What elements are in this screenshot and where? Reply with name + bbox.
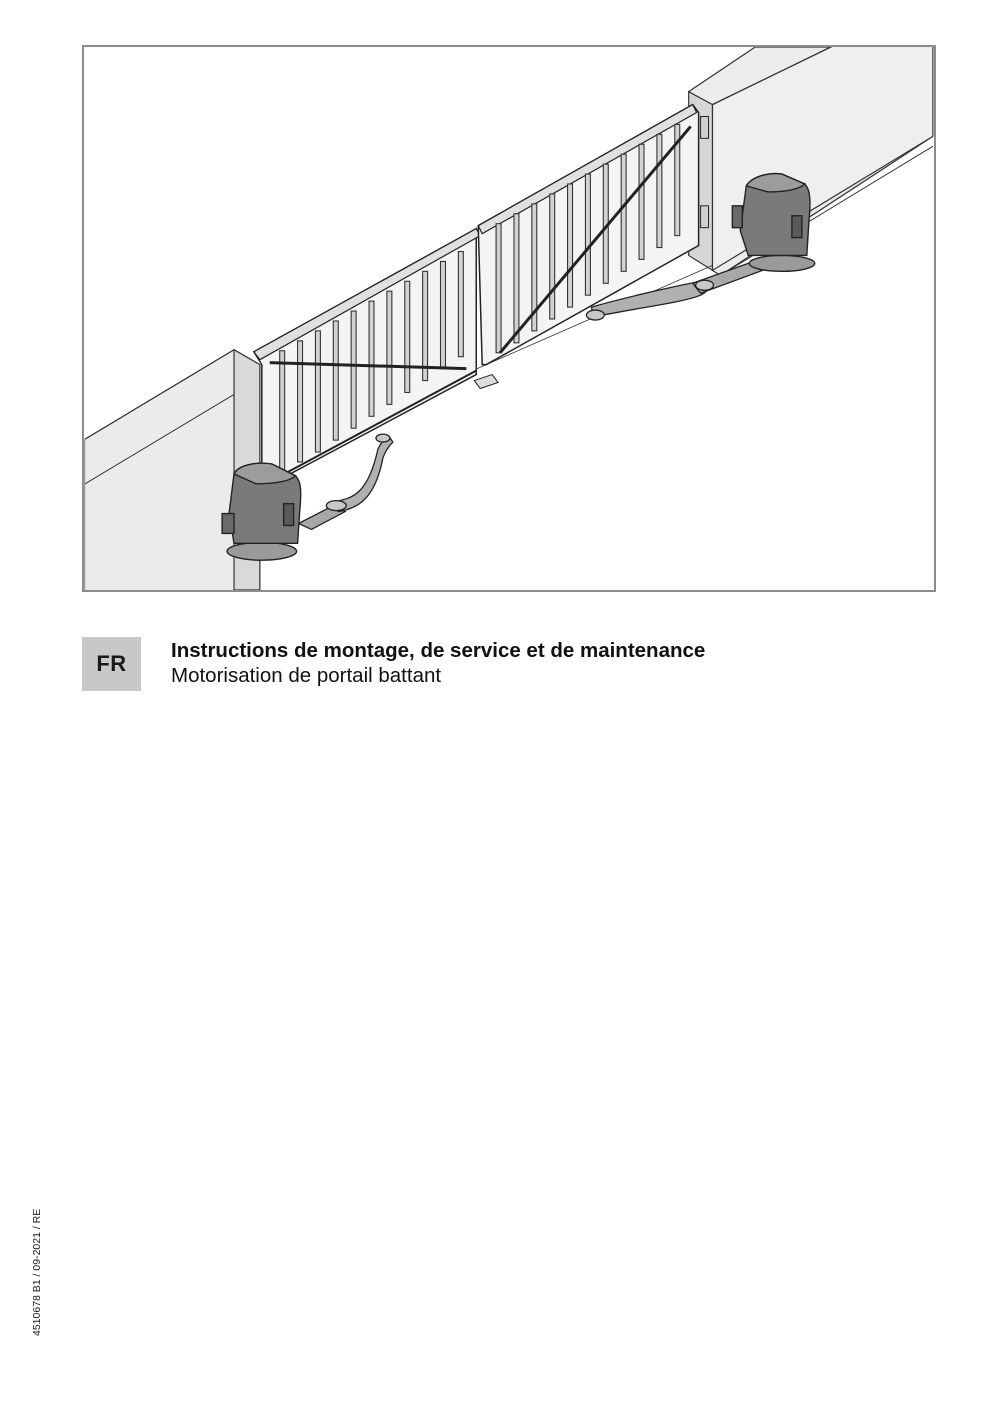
- gate-stop: [474, 375, 498, 389]
- document-reference: 4510678 B1 / 09-2021 / RE: [31, 1208, 43, 1336]
- language-badge: FR: [82, 637, 141, 691]
- right-gate-leaf: [478, 105, 698, 365]
- document-title: Instructions de montage, de service et de maintenance: [171, 639, 706, 662]
- left-gate-operator: [222, 463, 301, 560]
- swing-gate-drawing: [84, 47, 934, 590]
- document-subtitle: Motorisation de portail battant: [171, 664, 442, 687]
- title-block: [171, 638, 931, 689]
- cover-illustration: [82, 45, 936, 592]
- right-wall: [689, 47, 933, 275]
- left-gate-leaf: [254, 229, 480, 484]
